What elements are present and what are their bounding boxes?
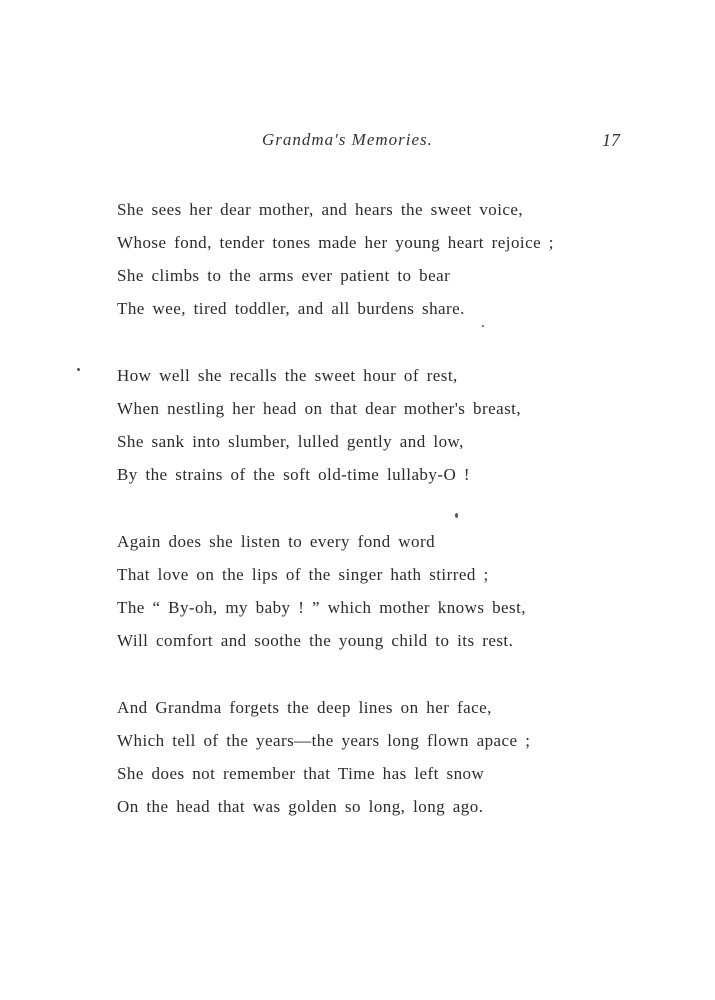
- poem-line: Will comfort and soothe the young child to its rest.: [117, 631, 514, 650]
- print-speck: [455, 513, 458, 518]
- poem: [117, 193, 677, 857]
- poem-line: Again does she listen to every fond word: [117, 532, 436, 551]
- poem-line: The “ By-oh, my baby ! ” which mother knows best,: [117, 598, 526, 617]
- stanza-3: [117, 525, 677, 657]
- poem-line: She climbs to the arms ever patient to bear: [117, 266, 451, 285]
- poem-line: She sees her dear mother, and hears the sweet voice,: [117, 200, 524, 219]
- running-head: [0, 130, 715, 156]
- poem-line: When nestling her head on that dear mother's breast,: [117, 399, 522, 418]
- print-speck: [482, 325, 484, 327]
- stanza-4: [117, 691, 677, 823]
- page-number: 17: [602, 130, 620, 150]
- stanza-2: [117, 359, 677, 491]
- poem-line: She sank into slumber, lulled gently and low,: [117, 432, 464, 451]
- print-speck: [77, 368, 80, 371]
- poem-line: Which tell of the years—the years long flown apace ;: [117, 731, 531, 750]
- poem-line: How well she recalls the sweet hour of rest,: [117, 366, 458, 385]
- poem-line: By the strains of the soft old-time lullaby-O !: [117, 465, 470, 484]
- poem-line: On the head that was golden so long, long ago.: [117, 797, 484, 816]
- poem-line: The wee, tired toddler, and all burdens share.: [117, 299, 465, 318]
- stanza-1: [117, 193, 677, 325]
- poem-line: And Grandma forgets the deep lines on her face,: [117, 698, 492, 717]
- poem-line: She does not remember that Time has left snow: [117, 764, 485, 783]
- running-title: Grandma's Memories.: [262, 130, 433, 149]
- poem-line: Whose fond, tender tones made her young heart rejoice ;: [117, 233, 554, 252]
- poem-line: That love on the lips of the singer hath stirred ;: [117, 565, 489, 584]
